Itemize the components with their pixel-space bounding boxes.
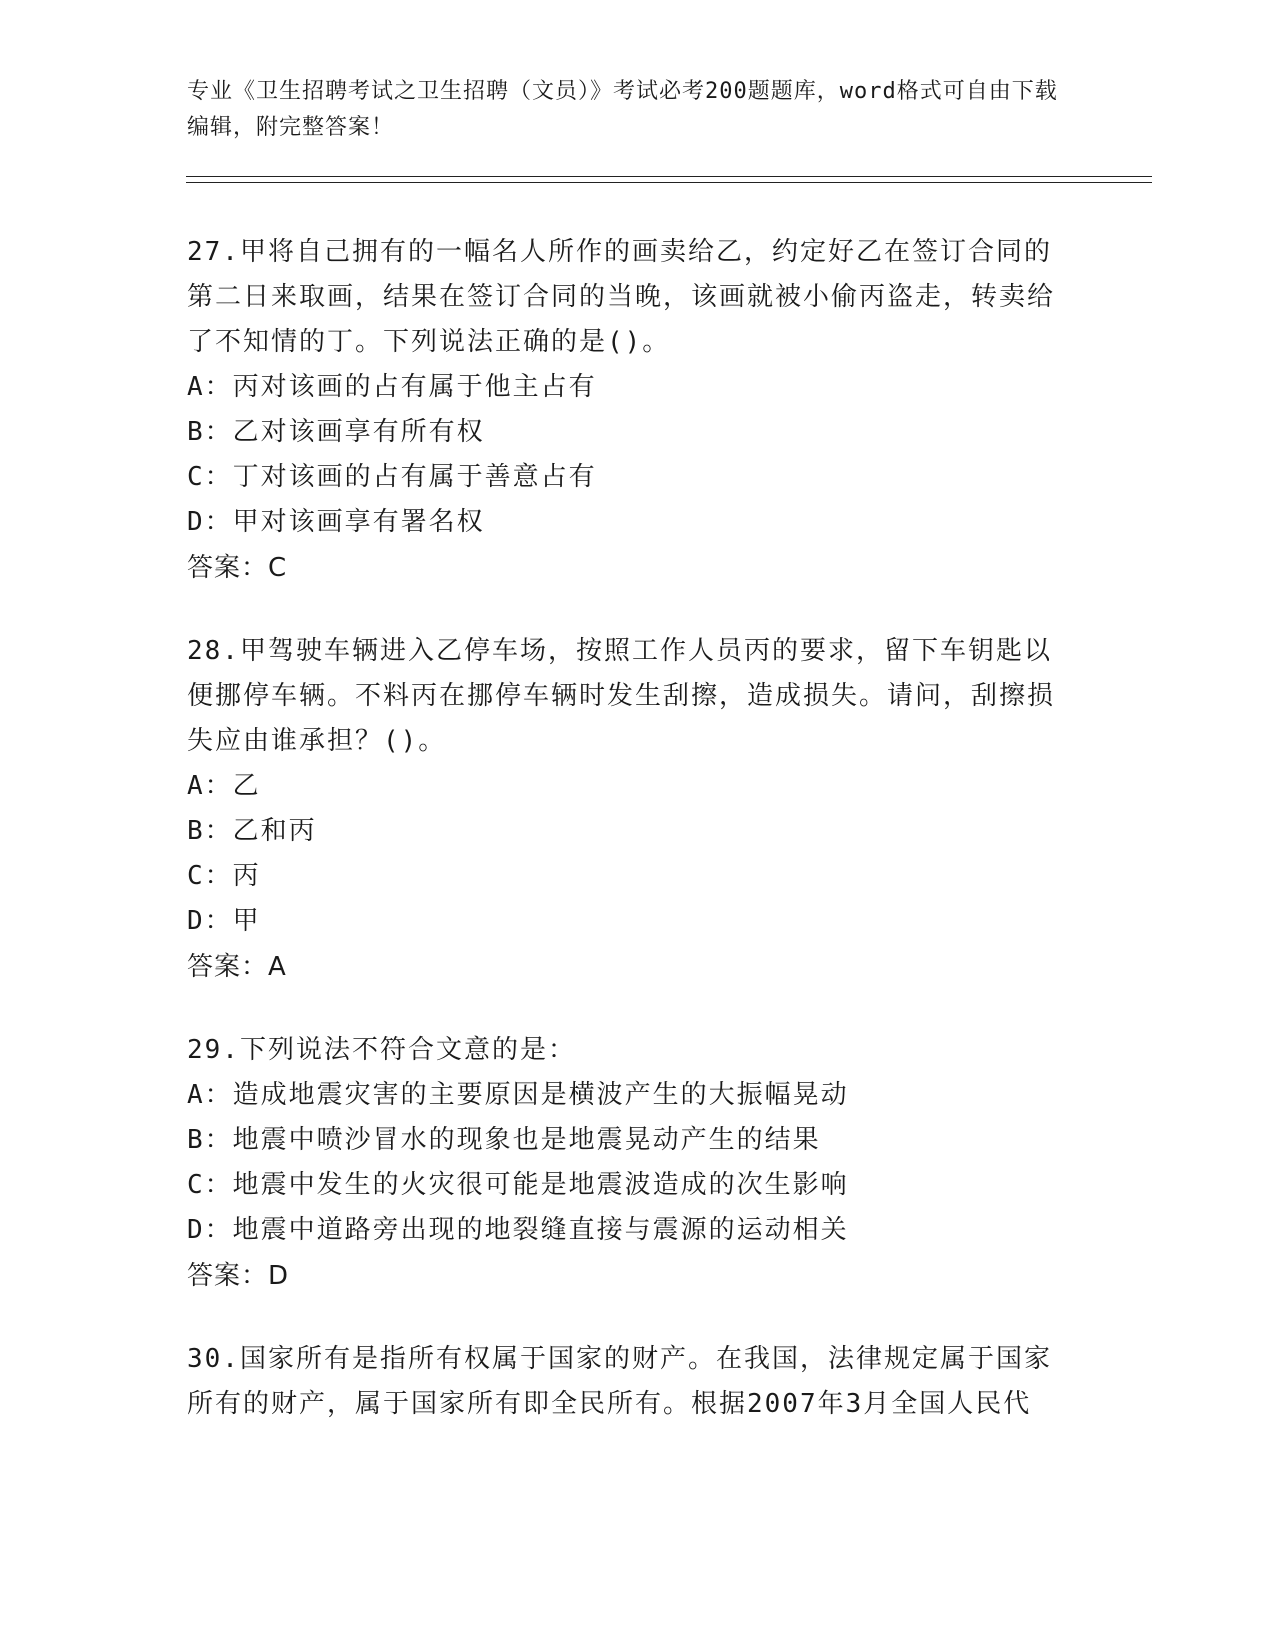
answer-line: 答案：D	[187, 1261, 290, 1291]
question-list	[187, 230, 1087, 1465]
document-header: 专业《卫生招聘考试之卫生招聘（文员）》考试必考200题题库，word格式可自由下载编辑，附完整答案！	[187, 79, 1058, 140]
option-c: C：地震中发生的火灾很可能是地震波造成的次生影响	[187, 1170, 849, 1200]
question-29	[187, 1028, 1087, 1299]
option-b: B：乙和丙	[187, 816, 317, 846]
question-stem: 30.国家所有是指所有权属于国家的财产。在我国，法律规定属于国家所有的财产，属于国家所有即全民所有。根据2007年3月全国人民代	[187, 1344, 1052, 1419]
question-28	[187, 629, 1087, 990]
header-rule-bottom	[186, 182, 1152, 183]
header-rule-top	[186, 176, 1152, 177]
answer-line: 答案：C	[187, 553, 288, 583]
option-d: D：地震中道路旁出现的地裂缝直接与震源的运动相关	[187, 1215, 849, 1245]
option-c: C：丙	[187, 861, 261, 891]
option-d: D：甲	[187, 906, 261, 936]
question-stem: 27.甲将自己拥有的一幅名人所作的画卖给乙，约定好乙在签订合同的第二日来取画，结果在签订合同的当晚，该画就被小偷丙盗走，转卖给了不知情的丁。下列说法正确的是()。	[187, 237, 1056, 357]
option-b: B：乙对该画享有所有权	[187, 417, 485, 447]
question-stem: 28.甲驾驶车辆进入乙停车场，按照工作人员丙的要求，留下车钥匙以便挪停车辆。不料丙在挪停车辆时发生刮擦，造成损失。请问，刮擦损失应由谁承担？()。	[187, 636, 1056, 756]
question-stem: 29.下列说法不符合文意的是：	[187, 1035, 576, 1065]
question-27	[187, 230, 1087, 591]
option-a: A：丙对该画的占有属于他主占有	[187, 372, 597, 402]
option-d: D：甲对该画享有署名权	[187, 507, 485, 537]
option-c: C：丁对该画的占有属于善意占有	[187, 462, 597, 492]
answer-line: 答案：A	[187, 952, 287, 982]
option-b: B：地震中喷沙冒水的现象也是地震晃动产生的结果	[187, 1125, 821, 1155]
option-a: A：造成地震灾害的主要原因是横波产生的大振幅晃动	[187, 1080, 849, 1110]
option-a: A：乙	[187, 771, 261, 801]
question-30	[187, 1337, 1087, 1427]
